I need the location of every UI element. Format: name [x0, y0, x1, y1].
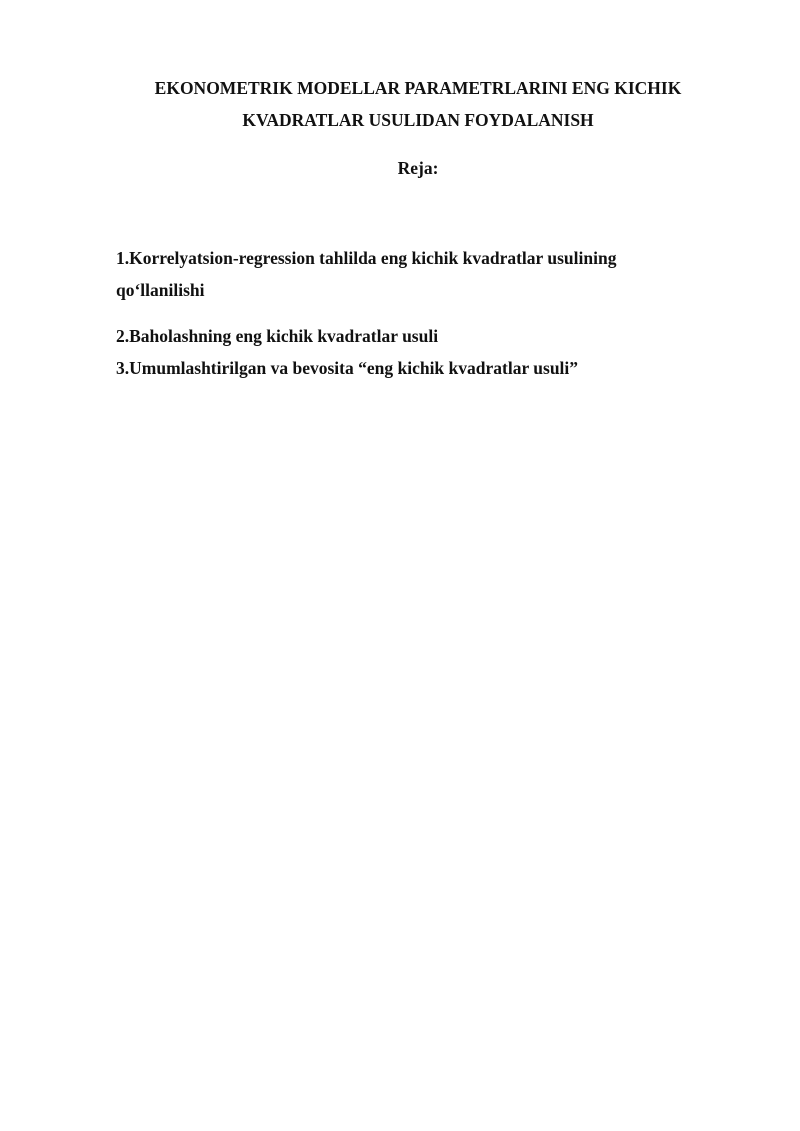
plan-item-2: 2.Baholashning eng kichik kvadratlar usuli [116, 326, 439, 346]
plan-heading: Reja: [397, 158, 439, 178]
plan-item-3: 3.Umumlashtirilgan va bevosita “eng kichik kvadratlar usuli” [116, 358, 579, 378]
document-title-line-1: EKONOMETRIK MODELLAR PARAMETRLARINI ENG KICHIK [154, 78, 682, 98]
plan-item-1-line-1: 1.Korrelyatsion-regression tahlilda eng kichik kvadratlar usulining [116, 248, 617, 268]
plan-item-1-line-2: qo‘llanilishi [116, 280, 205, 300]
document-title-line-2: KVADRATLAR USULIDAN FOYDALANISH [242, 110, 594, 130]
